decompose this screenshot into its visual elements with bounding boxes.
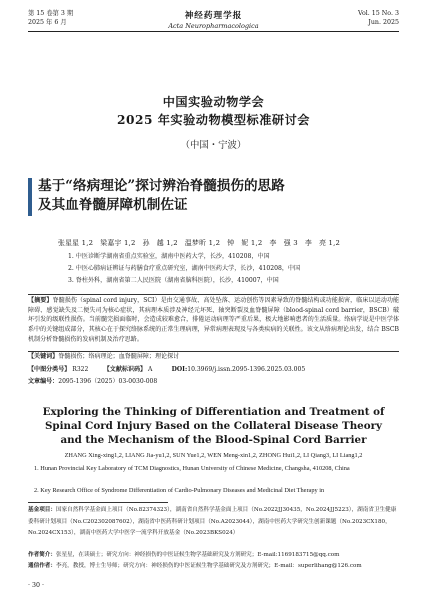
title-en-line1: Exploring the Thinking of Differentiation and Treatment of [42,406,385,418]
affiliation-cn-1: 1. 中医诊断学湖南省重点实验室，湖南中医药大学，长沙，410208，中国 [68,253,270,260]
conference-name: 2025 年实验动物模型标准研讨会 [117,113,310,127]
keywords-text: 脊髓损伤；络病理论；血脊髓屏障；理论探讨 [58,353,180,360]
issue-cn: 第 15 卷第 3 期 [28,10,74,17]
keywords [28,352,399,362]
funding-text: 国家自然科学基金面上项目（No.82374323），湖南省自然科学基金面上项目（No.2022JJ30435，No.2024JJ5223），湖南省卫生健康委科研计划项目（No.C202302087602），湖南省中医药科研计划项目（No.A2023044），湖南中医药大学研究生创新课题（No.2023CX180，No.2024CX153），湖南中医药大学中医学一流学科开放基金（No.2023BKS024） [28,507,397,536]
title-cn-line1: 基于“络病理论”探讨辨治脊髓损伤的思路 [38,178,285,194]
conference-org: 中国实验动物学会 [162,95,265,109]
doc-code-value: A [148,366,153,373]
doi-value: 10.3969/j.issn.2095-1396.2025.03.005 [187,366,306,373]
journal-title-en: Acta Neuropharmacologica [168,22,259,30]
affiliation-cn-2: 2. 中医心肺病证辨证与药膳食疗重点研究室，湖南中医药大学，长沙，410208，中国 [68,265,301,272]
article-number-label: 文章编号： [28,378,59,385]
funding-label: 基金项目： [28,507,56,513]
conference-place: （中国・宁波） [180,140,247,151]
affiliation-en-2: 2. Key Research Office of Syndrome Differentiation of Cardio-Pulmonary Diseases and Medicinal Diet Therapy in [34,487,325,494]
classification-line [28,364,305,373]
authors-en: ZHANG Xing-xing1,2, LIANG Jia-yu1,2, SUN Yue1,2, WEN Meng-xin1,2, ZHONG Hui1,2, LI Qiang3, LI Liang1,2 [64,452,363,459]
doi-label: DOI: [171,366,188,373]
title-cn-line2: 及其血脊髓屏障机制佐证 [38,197,188,213]
corresponding-label: 通信作者： [28,563,56,569]
header-rule [28,31,399,32]
title-en-line3: and the Mechanism of the Blood-Spinal Cord Barrier [60,434,367,446]
author-bio [28,550,399,562]
keywords-label: 【关键词】 [28,353,59,360]
date-en: Jun. 2025 [368,19,399,26]
date-cn: 2025 年 6 月 [28,19,67,26]
abstract-text: 脊髓损伤（spinal cord injury，SCI）是由交通事故、高处坠落、运动创伤等因素导致的脊髓结构或功能损害，临床以运动功能障碍、感觉缺失及二便失司为核心症状，其病理本质涉及神经元坏死、轴突断裂及血脊髓屏障（blood-spinal cord barrier，BSCB）破坏引发的级联性损伤。当前髓完损面临时，会造成较难愈合，排倦运动病理等严重后果，极大地影响患者的生活质量。络病学说是中医学体系中的关键组成部分，其核心在于探究络脉系统的正常生理病理，异常病理表现及与各类疾病的关联性。该文从络病理论出发，结合 BSCB 机制分析脊髓损伤的发病机制及治疗思路。 [28,297,399,343]
affiliation-en-1: 1. Hunan Provincial Key Laboratory of TCM Diagnostics, Hunan University of Chinese Medicine, Changsha, 410208, China [34,465,350,472]
corresponding-text: 李亮，教授，博士生导师；研究方向：神经损伤的中医证候生物学基础研究及方剂研究；E-mail：superlihang@126.com [55,563,362,569]
clc-label: 【中图分类号】 [28,366,71,373]
author-bio-text: 张星星，在读硕士；研究方向：神经损伤的中医证候生物学基础研究及方剂研究；E-mail:1169183715@qq.com [55,552,340,558]
volume-en: Vol. 15 No. 3 [358,10,399,17]
corresponding-author [28,561,399,573]
author-bio-label: 作者简介： [28,552,56,558]
title-accent-bar [28,178,32,216]
footnote-rule [28,502,168,503]
article-number-value: 2095-1396（2025）03-0030-008 [58,378,158,385]
authors-cn: 张星星 1,2 梁嘉宇 1,2 孙 越 1,2 温梦昕 1,2 钟 妮 1,2 李 强 3 李 亮 1,2 [58,239,341,247]
affiliation-cn-3: 3. 脊柱外科，湖南省第二人民医院（湖南省脑科医院），长沙，410007，中国 [68,277,279,284]
clc-value: R322 [72,366,89,373]
page-number: · 30 · [28,582,45,589]
abstract-label: 【摘要】 [28,297,53,304]
abstract [28,296,399,345]
journal-title-cn: 神经药理学报 [184,11,243,21]
funding [28,505,399,540]
title-en-line2: Spinal Cord Injury Based on the Collateral Disease Theory [44,420,383,432]
article-number [28,376,157,385]
doc-code-label: 【文献标识码】 [103,366,147,373]
